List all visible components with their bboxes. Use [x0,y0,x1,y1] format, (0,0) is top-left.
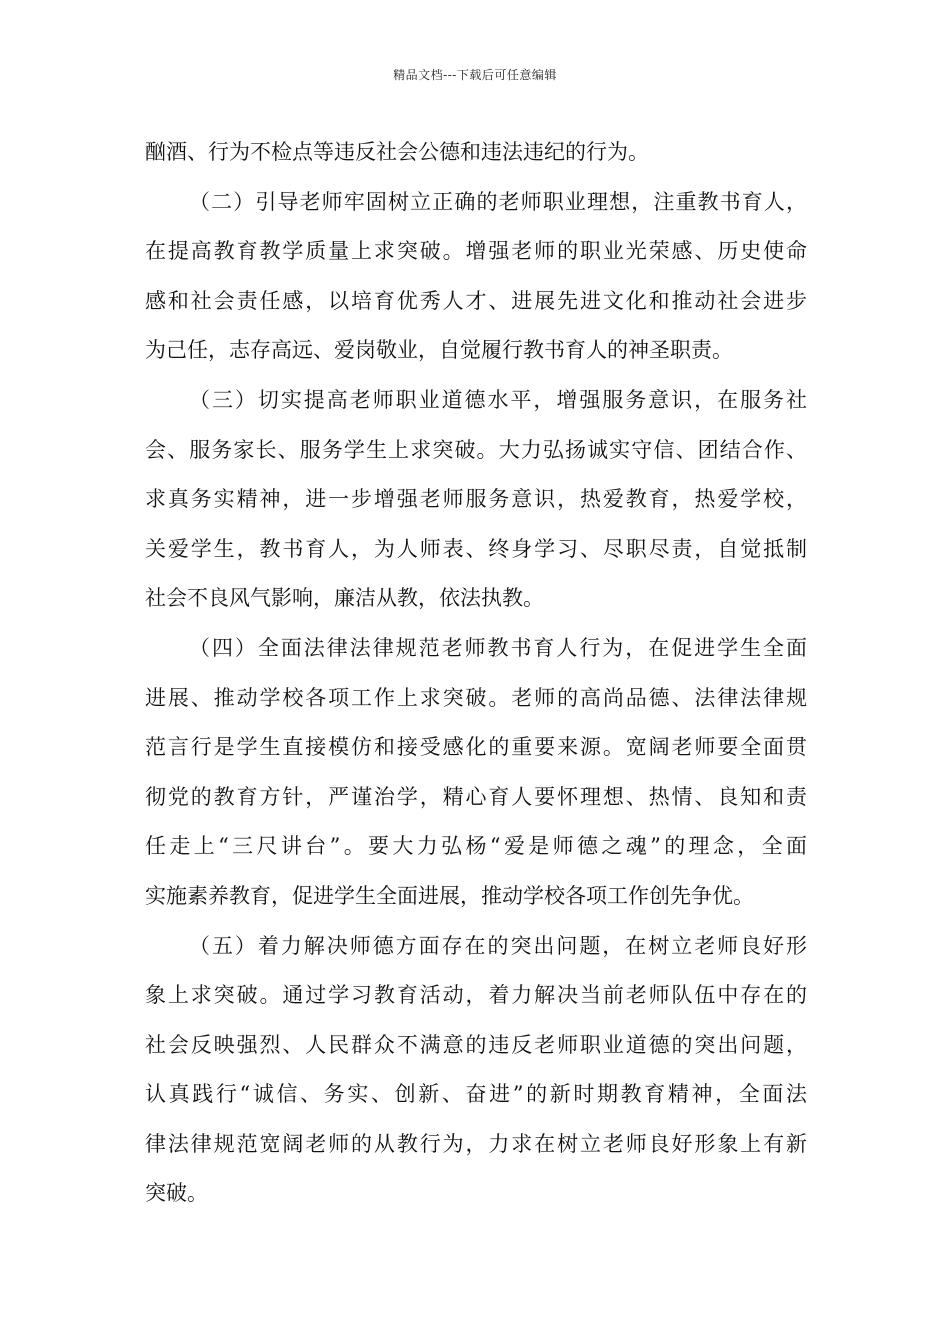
text-line: 酗酒、行为不检点等违反社会公德和违法违纪的行为。 [145,140,649,164]
text-line: 任走上“三尺讲台”。要大力弘杨“爱是师德之魂”的理念，全面 [145,834,807,859]
text-line: 社会反映强烈、人民群众不满意的违反老师职业道德的突出问题， [145,1032,807,1057]
page-header: 精品文档---下载后可任意编辑 [393,68,557,82]
text-line: 彻党的教育方针，严谨治学，精心育人要怀理想、热情、良知和责 [145,784,807,809]
text-line: 感和社会责任感，以培育优秀人才、进展先进文化和推动社会进步 [145,288,807,313]
text-line: 范言行是学生直接模仿和接受感化的重要来源。宽阔老师要全面贯 [145,735,807,760]
text-line: 进展、推动学校各项工作上求突破。老师的高尚品德、法律法律规 [145,685,807,710]
text-line: （二）引导老师牢固树立正确的老师职业理想，注重教书育人， [189,189,807,214]
text-line: 突破。 [145,1181,208,1206]
text-line: 会、服务家长、服务学生上求突破。大力弘扬诚实守信、团结合作、 [145,437,807,462]
document-body [145,128,807,1219]
text-line: 象上求突破。通过学习教育活动，着力解决当前老师队伍中存在的 [145,983,807,1008]
text-line: 社会不良风气影响，廉洁从教，依法执教。 [145,586,544,611]
text-line: 认真践行“诚信、务实、创新、奋进”的新时期教育精神，全面法 [145,1082,807,1107]
text-line: 实施素养教育，促进学生全面进展，推动学校各项工作创先争优。 [145,883,754,908]
text-line: （四）全面法律法律规范老师教书育人行为，在促进学生全面 [189,635,807,660]
text-line: 求真务实精神，进一步增强老师服务意识，热爱教育，热爱学校， [145,487,807,512]
text-line: （五）着力解决师德方面存在的突出问题，在树立老师良好形 [189,933,807,958]
text-line: 律法律规范宽阔老师的从教行为，力求在树立老师良好形象上有新 [145,1131,807,1156]
text-line: 关爱学生，教书育人，为人师表、终身学习、尽职尽责，自觉抵制 [145,536,807,561]
text-line: 为己任，志存高远、爱岗敬业，自觉履行教书育人的神圣职责。 [145,338,733,363]
text-line: 在提高教育教学质量上求突破。增强老师的职业光荣感、历史使命 [145,239,807,264]
text-line: （三）切实提高老师职业道德水平，增强服务意识，在服务社 [189,387,807,412]
